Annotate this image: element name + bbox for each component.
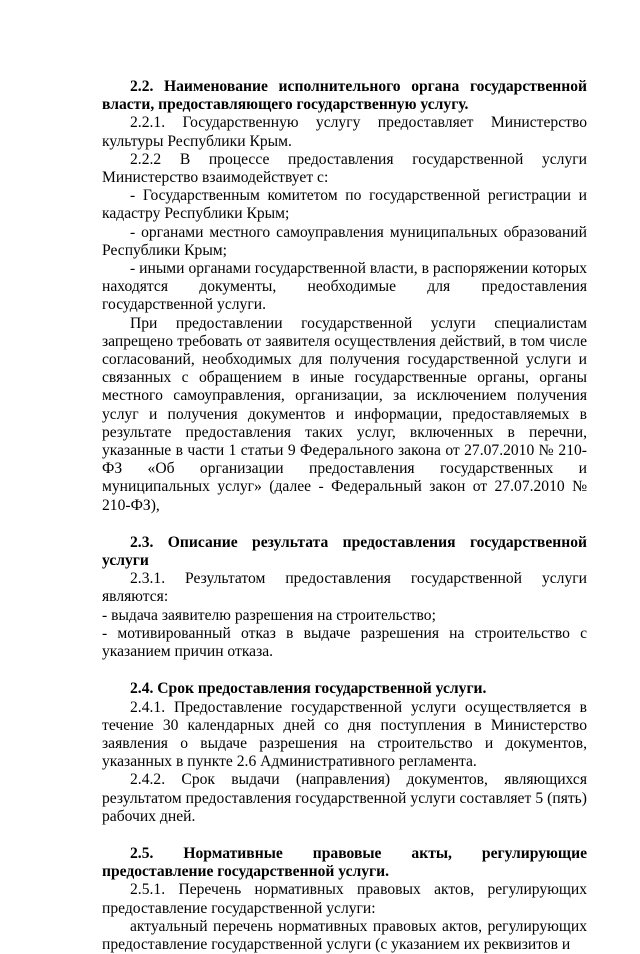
section-spacer [102,826,587,845]
list-item: - выдача заявителю разрешения на строительство; [102,606,436,624]
list-item: - органами местного самоуправления муниципальных образований Республики Крым; [102,223,587,259]
paragraph: актуальный перечень нормативных правовых актов, регулирующих предоставление государственной услуги (с указанием их реквизитов и [102,917,587,953]
section-heading: 2.3. Описание результата предоставления государственной услуги [102,533,587,570]
section-heading: 2.4. Срок предоставления государственной услуги. [130,680,487,698]
section-2-2 [102,78,587,515]
paragraph: 2.2.1. Государственную услугу предоставляет Министерство культуры Республики Крым. [102,114,587,150]
paragraph: При предоставлении государственной услуги специалистам запрещено требовать от заявителя осуществления действий, в том числе согласований, необходимых для получения государственной услуги и связанных с обращением в иные государственные органы, органы местного самоуправления, организации, за исключением получения услуг и получения документов и информации, предоставляемых в результате предоставления таких услуг, включенных в перечни, указанные в части 1 статьи 9 Федерального закона от 27.07.2010 № 210-ФЗ «Об организации предоставления государственных и муниципальных услуг» (далее - Федеральный закон от 27.07.2010 № 210-ФЗ), [102,314,587,514]
paragraph: 2.2.2 В процессе предоставления государственной услуги Министерство взаимодействует с: [102,150,587,187]
section-spacer [102,661,587,680]
document-page [102,78,587,954]
section-spacer [102,515,587,534]
list-item: - мотивированный отказ в выдаче разрешения на строительство с указанием причин отказа. [102,624,587,661]
list-item: - Государственным комитетом по государственной регистрации и кадастру Республики Крым; [102,187,587,223]
section-heading: 2.5. Нормативные правовые акты, регулирующие предоставление государственной услуги. [102,844,587,881]
paragraph: 2.4.1. Предоставление государственной услуги осуществляется в течение 30 календарных дней со дня поступления в Министерство заявления о выдаче разрешения на строительство и документов, указанных в пункте 2.6 Административного регламента. [102,698,587,771]
list-item: - иными органами государственной власти, в распоряжении которых находятся документы, необходимые для предоставления государственной услуги. [102,260,587,314]
paragraph: 2.4.2. Срок выдачи (направления) документов, являющихся результатом предоставления государственной услуги составляет 5 (пять) рабочих дней. [102,771,587,825]
section-2-3 [102,534,587,661]
section-2-5 [102,845,587,954]
section-heading: 2.2. Наименование исполнительного органа государственной власти, предоставляющего государственную услугу. [102,78,587,114]
paragraph: 2.3.1. Результатом предоставления государственной услуги являются: [102,570,587,606]
section-2-4 [102,680,587,826]
paragraph: 2.5.1. Перечень нормативных правовых актов, регулирующих предоставление государственной услуги: [102,881,587,917]
